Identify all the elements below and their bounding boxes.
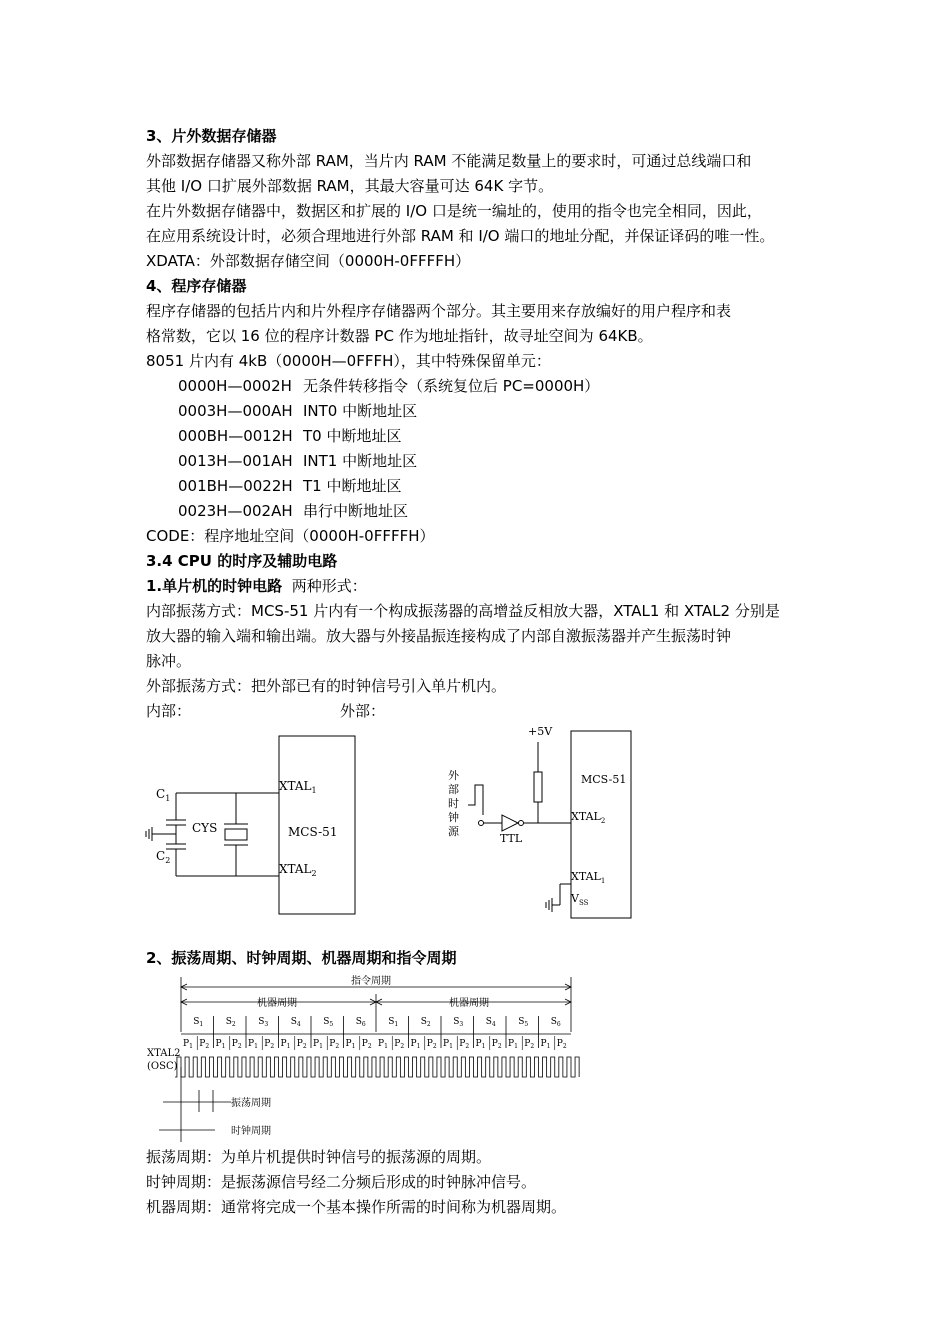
paragraph-line: 在片外数据存储器中，数据区和扩展的 I/O 口是统一编址的，使用的指令也完全相同，因此，: [146, 202, 762, 220]
phase-label: $P_2$: [524, 1039, 535, 1050]
xtal1-label: $XTAL_1$: [279, 779, 317, 795]
osc-period-label: 振荡周期: [231, 1098, 271, 1109]
reserved-entry: 0013H—001AH INT1 中断地址区: [178, 452, 418, 470]
phase-label: $P_1$: [313, 1039, 323, 1050]
state-label: $S_6$: [550, 1017, 561, 1028]
reserved-entry: 0000H—0002H 无条件转移指令（系统复位后 PC=0000H）: [178, 377, 600, 395]
state-label: $S_1$: [193, 1017, 204, 1028]
state-label: $S_6$: [355, 1017, 366, 1028]
osc-label: (OSC): [147, 1061, 178, 1072]
phase-label: $P_2$: [556, 1039, 567, 1050]
xtal2-label: $XTAL_2$: [571, 810, 606, 825]
phase-label: $P_2$: [491, 1039, 502, 1050]
label-external: 外部：: [340, 702, 386, 720]
instr-cycle-label: 指令周期: [351, 976, 391, 987]
phase-label: $P_2$: [296, 1039, 307, 1050]
machine-cycle-label: 机器周期: [449, 998, 489, 1009]
label-internal: 内部：: [146, 702, 192, 720]
phase-label: $P_1$: [345, 1039, 356, 1050]
state-label: $S_4$: [290, 1017, 301, 1028]
paragraph-line: 外部振荡方式：把外部已有的时钟信号引入单片机内。: [146, 677, 507, 695]
c2-label: $C_2$: [156, 849, 171, 865]
state-label: $S_2$: [420, 1017, 431, 1028]
paragraph-line: 格常数，它以 16 位的程序计数器 PC 作为地址指针，故寻址空间为 64KB。: [146, 327, 653, 345]
phase-label: $P_2$: [361, 1039, 372, 1050]
phase-label: $P_1$: [475, 1039, 486, 1050]
paragraph-line: 8051 片内有 4kB（0000H—0FFFH），其中特殊保留单元：: [146, 352, 551, 370]
clock-source-label: 外 部 时 钟 源: [448, 769, 459, 838]
phase-label: $P_1$: [508, 1039, 518, 1050]
timing-diagram: [145, 972, 585, 1144]
c1-label: $C_1$: [156, 787, 171, 803]
state-label: $S_3$: [258, 1017, 269, 1028]
clk-period-label: 时钟周期: [231, 1126, 271, 1137]
section-heading-program-memory: 4、程序存储器: [146, 277, 247, 295]
vss-label: $V_{SS}$: [571, 892, 589, 907]
chip-label: MCS-51: [581, 773, 627, 786]
phase-label: $P_2$: [426, 1039, 437, 1050]
machine-cycle-label: 机器周期: [257, 998, 297, 1009]
subheading-clock-circuit: 1.单片机的时钟电路 两种形式：: [146, 577, 367, 595]
phase-label: $P_1$: [540, 1039, 551, 1050]
xtal2-label: $XTAL_2$: [279, 862, 317, 878]
cys-label: CYS: [192, 821, 218, 835]
vcc-label: +5V: [528, 725, 553, 738]
section-heading-cpu-timing: 3.4 CPU 的时序及辅助电路: [146, 552, 338, 570]
paragraph-line: 放大器的输入端和输出端。放大器与外接晶振连接构成了内部自激振荡器并产生振荡时钟: [146, 627, 732, 645]
reserved-entry: 001BH—0022H T1 中断地址区: [178, 477, 402, 495]
phase-label: $P_1$: [248, 1039, 258, 1050]
phase-label: $P_1$: [183, 1039, 193, 1050]
phase-label: $P_1$: [443, 1039, 453, 1050]
state-label: $S_4$: [485, 1017, 496, 1028]
state-label: $S_2$: [225, 1017, 236, 1028]
phase-label: $P_1$: [410, 1039, 421, 1050]
paragraph-line: 其他 I/O 口扩展外部数据 RAM，其最大容量可达 64K 字节。: [146, 177, 554, 195]
definition-osc: 振荡周期：为单片机提供时钟信号的振荡源的周期。: [146, 1148, 492, 1166]
state-label: $S_5$: [323, 1017, 334, 1028]
reserved-entry: 0003H—000AH INT0 中断地址区: [178, 402, 418, 420]
paragraph-line: 程序存储器的包括片内和片外程序存储器两个部分。其主要用来存放编好的用户程序和表: [146, 302, 732, 320]
phase-label: $P_2$: [231, 1039, 242, 1050]
xtal-label: XTAL2: [147, 1048, 181, 1059]
xtal1-label: $XTAL_1$: [571, 870, 606, 885]
definition-clock: 时钟周期：是振荡源信号经二分频后形成的时钟脉冲信号。: [146, 1173, 537, 1191]
phase-label: $P_2$: [264, 1039, 275, 1050]
definition-machine: 机器周期：通常将完成一个基本操作所需的时间称为机器周期。: [146, 1198, 567, 1216]
reserved-entry: 0023H—002AH 串行中断地址区: [178, 502, 409, 520]
code-line: CODE：程序地址空间（0000H-0FFFFH）: [146, 527, 435, 545]
state-label: $S_3$: [453, 1017, 464, 1028]
ttl-label: TTL: [500, 832, 523, 845]
internal-oscillator-diagram: [140, 728, 375, 918]
phase-label: $P_2$: [329, 1039, 340, 1050]
xdata-line: XDATA：外部数据存储空间（0000H-0FFFFH）: [146, 252, 471, 270]
section-heading-cycles: 2、振荡周期、时钟周期、机器周期和指令周期: [146, 949, 457, 967]
section-heading-external-ram: 3、片外数据存储器: [146, 127, 277, 145]
paragraph-line: 外部数据存储器又称外部 RAM，当片内 RAM 不能满足数量上的要求时，可通过总线端口和: [146, 152, 752, 170]
state-label: $S_1$: [388, 1017, 399, 1028]
reserved-entry: 000BH—0012H T0 中断地址区: [178, 427, 402, 445]
phase-label: $P_2$: [394, 1039, 405, 1050]
chip-label: MCS-51: [288, 825, 338, 839]
external-clock-diagram: [440, 720, 640, 922]
phase-label: $P_2$: [199, 1039, 210, 1050]
paragraph-line: 脉冲。: [146, 652, 192, 670]
phase-label: $P_1$: [378, 1039, 388, 1050]
phase-label: $P_1$: [280, 1039, 291, 1050]
phase-label: $P_1$: [215, 1039, 226, 1050]
oscillator-waveform: [175, 1057, 579, 1077]
phase-label: $P_2$: [459, 1039, 470, 1050]
state-label: $S_5$: [518, 1017, 529, 1028]
paragraph-line: 内部振荡方式：MCS-51 片内有一个构成振荡器的高增益反相放大器，XTAL1 和 XTAL2 分别是: [146, 602, 780, 620]
paragraph-line: 在应用系统设计时，必须合理地进行外部 RAM 和 I/O 端口的地址分配，并保证译码的唯一性。: [146, 227, 775, 245]
